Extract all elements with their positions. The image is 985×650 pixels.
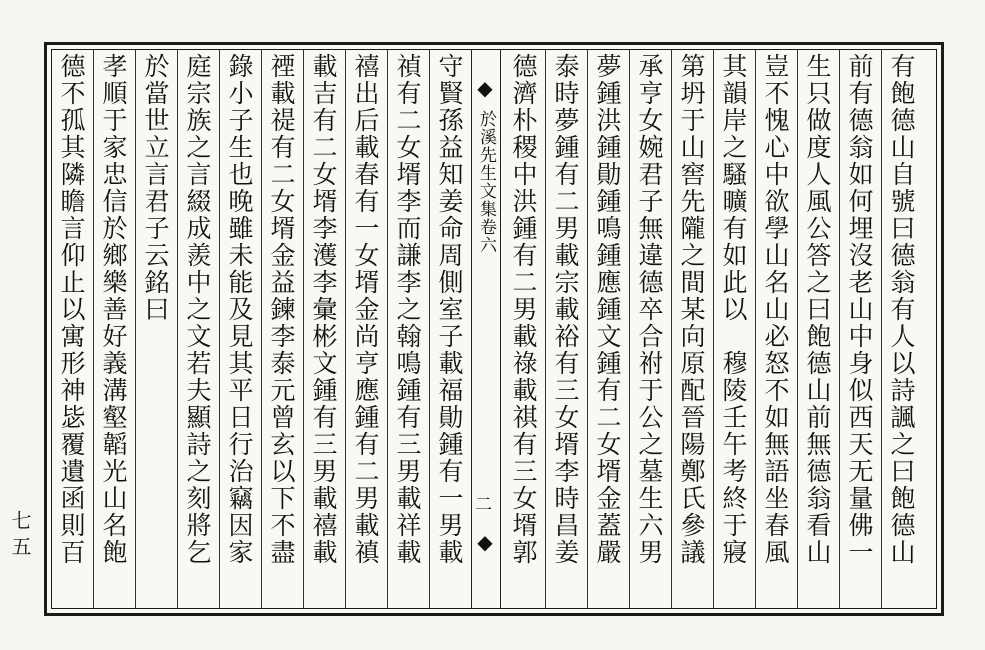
text-columns bbox=[47, 45, 941, 613]
column-rule bbox=[839, 50, 840, 608]
left-page-column-7: 庭宗族之言綴成羨中之文若夫顯詩之刻將乞 bbox=[183, 53, 212, 566]
left-page-column-4: 載吉有二女壻李濩李彙彬文鍾有三男載禧載 bbox=[309, 53, 338, 566]
right-page-column-2: 前有德翁如何埋沒老山中身似西天无量佛一 bbox=[845, 53, 874, 566]
right-page-column-3: 生只做度人風公答之曰飽德山前無德翁看山 bbox=[803, 53, 832, 566]
left-page-column-6: 錄小子生也晚雖未能及見其平日行治竊因家 bbox=[225, 53, 254, 566]
woodblock-page-frame bbox=[44, 42, 944, 616]
volume-title: 於溪先生文集卷六 bbox=[476, 110, 496, 254]
left-page-column-5: 禋載禔有二女壻金益鍊李泰元曾玄以下不盡 bbox=[267, 53, 296, 566]
right-page-column-5: 其韻岸之騷曠有如此以 穆陵壬午考終于寢 bbox=[719, 53, 748, 566]
right-page-column-9: 泰時夢鍾有二男載宗載裕有三女壻李時昌姜 bbox=[551, 53, 580, 566]
right-page-column-8: 夢鍾洪鍾勛鍾鳴鍾應鍾文鍾有二女壻金蓋嚴 bbox=[593, 53, 622, 566]
column-rule bbox=[797, 50, 798, 608]
column-rule bbox=[219, 50, 220, 608]
left-page-column-8: 於當世立言君子云銘曰 bbox=[141, 53, 170, 323]
right-page-column-6: 第坍于山窖先隴之間某向原配晉陽鄭氏參議 bbox=[677, 53, 706, 566]
column-rule bbox=[881, 50, 882, 608]
right-page-column-10: 德濟朴稷中洪鍾有二男載祿載祺有三女壻郭 bbox=[509, 53, 538, 566]
left-page-column-10: 德不孤其隣瞻言仰止以寓形神毖覆遺函則百 bbox=[57, 53, 86, 566]
left-page-column-3: 禧出后載春有一女壻金尚亨應鍾有二男載禛 bbox=[351, 53, 380, 566]
upper-fish-tail-icon: ◆ bbox=[477, 76, 493, 100]
page-number: 七五 bbox=[8, 510, 32, 562]
center-strip bbox=[471, 50, 501, 608]
right-page-column-7: 承亨女婉君子無違德卒合祔于公之墓生六男 bbox=[635, 53, 664, 566]
lower-fish-tail-icon: ◆ bbox=[477, 530, 493, 554]
column-rule bbox=[629, 50, 630, 608]
column-rule bbox=[671, 50, 672, 608]
left-page-column-9: 孝順于家忠信於鄉樂善好義溝壑韜光山名飽 bbox=[99, 53, 128, 566]
column-rule bbox=[135, 50, 136, 608]
right-page-column-1: 有飽德山自號曰德翁有人以詩諷之曰飽德山 bbox=[887, 53, 916, 566]
left-page-column-2: 禎有二女壻李而謙李之翰鳴鍾有三男載祥載 bbox=[393, 53, 422, 566]
column-rule bbox=[587, 50, 588, 608]
left-page-column-1: 守賢孫益知姜命周側室子載福勛鍾有一男載 bbox=[435, 53, 464, 566]
folio-number: 二 bbox=[475, 495, 492, 515]
column-rule bbox=[345, 50, 346, 608]
column-rule bbox=[755, 50, 756, 608]
column-rule bbox=[429, 50, 430, 608]
column-rule bbox=[713, 50, 714, 608]
column-rule bbox=[387, 50, 388, 608]
column-rule bbox=[545, 50, 546, 608]
column-rule bbox=[261, 50, 262, 608]
column-rule bbox=[303, 50, 304, 608]
column-rule bbox=[93, 50, 94, 608]
column-rule bbox=[177, 50, 178, 608]
right-page-column-4: 豈不愧心中欲學山名山必怒不如無語坐春風 bbox=[761, 53, 790, 566]
